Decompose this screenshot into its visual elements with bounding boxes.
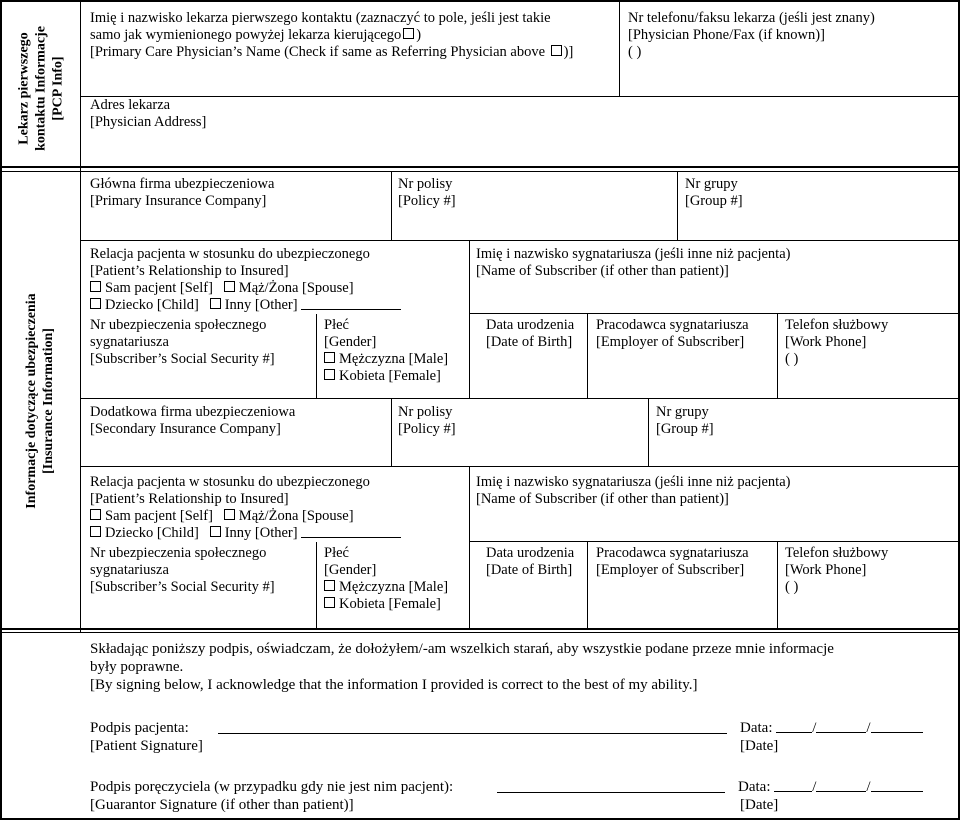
relation1-spouse-checkbox[interactable] xyxy=(224,281,235,292)
subscriber2-name-line2: [Name of Subscriber (if other than patient)] xyxy=(476,491,729,507)
relation2-spouse-checkbox[interactable] xyxy=(224,509,235,520)
gender2-line1: Płeć xyxy=(324,545,349,561)
primary-company-field[interactable] xyxy=(90,176,274,210)
dob2-line2: [Date of Birth] xyxy=(486,562,573,578)
gender2-female xyxy=(324,596,448,613)
pcp-phone-field[interactable] xyxy=(628,10,875,61)
relation1-child-checkbox[interactable] xyxy=(90,298,101,309)
workphone2-line2: [Work Phone] xyxy=(785,562,867,578)
gender1-line1: Płeć xyxy=(324,317,349,333)
workphone1-field[interactable] xyxy=(785,317,888,368)
patient-date-year-input[interactable] xyxy=(871,720,923,733)
employer2-divider xyxy=(587,542,588,630)
secondary-policy-line1: Nr polisy xyxy=(398,404,453,420)
pcp-label-line3: [PCP Info] xyxy=(50,56,66,121)
gender1-male xyxy=(324,351,448,368)
guarantor-signature-label xyxy=(90,778,453,814)
secondary-group-divider xyxy=(648,399,649,467)
primary-group-divider xyxy=(677,172,678,240)
patient-date-row xyxy=(740,719,923,737)
pcp-name-line3 xyxy=(90,44,573,61)
pcp-name-line3-close: )] xyxy=(563,44,574,60)
ssn2-line2: sygnatariusza xyxy=(90,562,169,578)
patient-date-sep1: / xyxy=(812,720,817,736)
label-column-divider xyxy=(80,0,81,632)
gender1-male-checkbox[interactable] xyxy=(324,352,335,363)
dob2-line1: Data urodzenia xyxy=(486,545,575,561)
subscriber1-name-line1: Imię i nazwisko sygnatariusza (jeśli inne niż pacjenta) xyxy=(476,246,791,262)
section-divider-pcp-2 xyxy=(0,171,960,172)
form-border-left xyxy=(0,0,2,820)
section-divider-pcp xyxy=(0,166,960,168)
relation1-line2: [Patient’s Relationship to Insured] xyxy=(90,263,289,279)
relation2-other-checkbox[interactable] xyxy=(210,526,221,537)
workphone2-divider xyxy=(777,542,778,630)
primary-group-line2: [Group #] xyxy=(685,193,743,209)
secondary-policy-field[interactable] xyxy=(398,404,456,438)
gender1-female-checkbox[interactable] xyxy=(324,369,335,380)
relation2-self-label: Sam pacjent [Self] xyxy=(105,508,213,524)
pcp-phone-line3: ( ) xyxy=(628,44,642,60)
pcp-address-field[interactable] xyxy=(90,97,206,131)
ssn2-line1: Nr ubezpieczenia społecznego xyxy=(90,545,267,561)
relation1-divider xyxy=(469,240,470,314)
relation1-line1: Relacja pacjenta w stosunku do ubezpieczonego xyxy=(90,246,370,262)
subscriber1-name-line2: [Name of Subscriber (if other than patient)] xyxy=(476,263,729,279)
dob1-field[interactable] xyxy=(486,317,574,351)
workphone1-line1: Telefon służbowy xyxy=(785,317,889,333)
secondary-group-field[interactable] xyxy=(656,404,714,438)
pcp-label-line1: Lekarz pierwszego xyxy=(16,32,32,145)
relation2-divider xyxy=(469,467,470,541)
patient-date-label: Data: xyxy=(740,720,773,736)
gender2-field xyxy=(324,545,448,613)
gender2-male xyxy=(324,579,448,596)
pcp-name-line1: Imię i nazwisko lekarza pierwszego kontaktu (zaznaczyć to pole, jeśli jest takie xyxy=(90,10,551,26)
relation2-row1 xyxy=(90,508,401,525)
patient-signature-line[interactable] xyxy=(218,721,727,734)
employer1-field[interactable] xyxy=(596,317,749,351)
relation1-child-label: Dziecko [Child] xyxy=(105,297,199,313)
secondary-group-line2: [Group #] xyxy=(656,421,714,437)
insurance-label-line2: [Insurance Information] xyxy=(41,328,56,474)
pcp-name-line2 xyxy=(90,27,573,44)
dob1-line1: Data urodzenia xyxy=(486,317,575,333)
pcp-name-field[interactable] xyxy=(90,10,573,61)
employer1-line2: [Employer of Subscriber] xyxy=(596,334,745,350)
workphone2-field[interactable] xyxy=(785,545,888,596)
signature-statement xyxy=(90,640,834,694)
workphone1-line3: ( ) xyxy=(785,351,799,367)
primary-company-line1: Główna firma ubezpieczeniowa xyxy=(90,176,275,192)
gender1-male-label: Mężczyzna [Male] xyxy=(339,351,449,367)
primary-group-field[interactable] xyxy=(685,176,743,210)
form-border-bottom xyxy=(0,818,960,820)
gender2-female-label: Kobieta [Female] xyxy=(339,596,441,612)
secondary-company-line2: [Secondary Insurance Company] xyxy=(90,421,281,437)
relation2-child-label: Dziecko [Child] xyxy=(105,525,199,541)
primary-policy-field[interactable] xyxy=(398,176,456,210)
insurance-label-line1: Informacje dotyczące ubezpieczenia xyxy=(24,293,39,509)
patient-signature-label xyxy=(90,719,203,755)
workphone1-line2: [Work Phone] xyxy=(785,334,867,350)
ssn2-field[interactable] xyxy=(90,545,275,596)
guarantor-signature-label-pl: Podpis poręczyciela (w przypadku gdy nie jest nim pacjent): xyxy=(90,779,454,795)
guarantor-signature-line[interactable] xyxy=(497,780,725,793)
ssn1-line1: Nr ubezpieczenia społecznego xyxy=(90,317,267,333)
relation2-row2 xyxy=(90,525,401,542)
relation2-other-label: Inny [Other] xyxy=(224,525,298,541)
secondary-row-bottom xyxy=(80,466,960,467)
patient-signature-label-pl: Podpis pacjenta: xyxy=(90,720,189,736)
relation1-row1 xyxy=(90,280,401,297)
gender1-line2: [Gender] xyxy=(324,334,377,350)
primary-policy-line2: [Policy #] xyxy=(398,193,456,209)
guarantor-date-field xyxy=(738,778,923,814)
relation1-bottom xyxy=(469,313,960,314)
guarantor-date-label: Data: xyxy=(738,779,771,795)
employer2-line1: Pracodawca sygnatariusza xyxy=(596,545,749,561)
ssn1-field[interactable] xyxy=(90,317,275,368)
form-border-top xyxy=(0,0,960,2)
guarantor-date-day-input[interactable] xyxy=(816,779,866,792)
relation2-line1: Relacja pacjenta w stosunku do ubezpieczonego xyxy=(90,474,370,490)
workphone2-line1: Telefon służbowy xyxy=(785,545,889,561)
pcp-address-line2: [Physician Address] xyxy=(90,114,207,130)
same-as-referring-checkbox[interactable] xyxy=(403,28,414,39)
primary-group-line1: Nr grupy xyxy=(685,176,738,192)
relation2-bottom xyxy=(469,541,960,542)
statement-pl-line2: były poprawne. xyxy=(90,659,184,675)
dob1-divider xyxy=(469,314,470,399)
primary-company-line2: [Primary Insurance Company] xyxy=(90,193,267,209)
statement-en: [By signing below, I acknowledge that the information I provided is correct to the best of my ability.] xyxy=(90,677,698,693)
guarantor-date-sep1: / xyxy=(812,779,817,795)
gender2-female-checkbox[interactable] xyxy=(324,597,335,608)
section-divider-insurance xyxy=(0,628,960,630)
guarantor-date-year-input[interactable] xyxy=(871,779,923,792)
relation2-self-checkbox[interactable] xyxy=(90,509,101,520)
relation1-block xyxy=(90,246,401,314)
guarantor-date-month-input[interactable] xyxy=(774,779,812,792)
subscriber1-row-bottom xyxy=(80,398,960,399)
secondary-group-line1: Nr grupy xyxy=(656,404,709,420)
relation2-spouse-label: Mąż/Żona [Spouse] xyxy=(238,508,354,524)
insurance-section-label xyxy=(23,181,57,621)
relation1-row2 xyxy=(90,297,401,314)
employer2-line2: [Employer of Subscriber] xyxy=(596,562,745,578)
patient-date-month-input[interactable] xyxy=(776,720,812,733)
pcp-name-line2-text: samo jak wymienionego powyżej lekarza kierującego xyxy=(90,27,402,43)
patient-signature-label-en: [Patient Signature] xyxy=(90,738,203,754)
relation1-spouse-label: Mąż/Żona [Spouse] xyxy=(238,280,354,296)
gender1-field xyxy=(324,317,448,385)
employer2-field[interactable] xyxy=(596,545,749,579)
secondary-company-line1: Dodatkowa firma ubezpieczeniowa xyxy=(90,404,296,420)
pcp-address-line1: Adres lekarza xyxy=(90,97,171,113)
gender2-divider xyxy=(316,542,317,630)
primary-policy-line1: Nr polisy xyxy=(398,176,453,192)
pcp-name-line3-text: [Primary Care Physician’s Name (Check if same as Referring Physician above xyxy=(90,44,549,60)
pcp-phone-line1: Nr telefonu/faksu lekarza (jeśli jest znany) xyxy=(628,10,875,26)
guarantor-signature-label-en: [Guarantor Signature (if other than patient)] xyxy=(90,797,354,813)
subscriber1-name-field[interactable] xyxy=(476,246,790,280)
workphone2-line3: ( ) xyxy=(785,579,799,595)
ssn2-line3: [Subscriber’s Social Security #] xyxy=(90,579,275,595)
section-divider-insurance-2 xyxy=(0,632,960,633)
guarantor-date-row xyxy=(738,778,923,796)
guarantor-date-label-en: [Date] xyxy=(740,797,779,813)
patient-date-field xyxy=(740,719,923,755)
subscriber2-name-line1: Imię i nazwisko sygnatariusza (jeśli inne niż pacjenta) xyxy=(476,474,791,490)
ssn1-line2: sygnatariusza xyxy=(90,334,169,350)
relation2-line2: [Patient’s Relationship to Insured] xyxy=(90,491,289,507)
secondary-policy-line2: [Policy #] xyxy=(398,421,456,437)
pcp-phone-divider xyxy=(619,0,620,97)
relation2-other-input[interactable] xyxy=(301,525,401,538)
dob2-divider xyxy=(469,542,470,630)
subscriber2-name-field[interactable] xyxy=(476,474,790,508)
patient-date-sep2: / xyxy=(866,720,871,736)
same-as-referring-checkbox-en[interactable] xyxy=(551,45,562,56)
pcp-name-line2-close: ) xyxy=(416,27,422,43)
workphone1-divider xyxy=(777,314,778,399)
secondary-policy-divider xyxy=(391,399,392,467)
gender1-female-label: Kobieta [Female] xyxy=(339,368,441,384)
gender2-male-checkbox[interactable] xyxy=(324,580,335,591)
secondary-company-field[interactable] xyxy=(90,404,295,438)
relation1-other-checkbox[interactable] xyxy=(210,298,221,309)
statement-pl-line1: Składając poniższy podpis, oświadczam, że dołożyłem/-am wszelkich starań, aby wszystkie podane przeze mnie informacje xyxy=(90,641,834,657)
relation1-self-checkbox[interactable] xyxy=(90,281,101,292)
employer1-line1: Pracodawca sygnatariusza xyxy=(596,317,749,333)
employer1-divider xyxy=(587,314,588,399)
pcp-label-line2: kontaktu Informacje xyxy=(33,26,49,151)
pcp-section-label xyxy=(16,4,67,174)
primary-policy-divider xyxy=(391,172,392,240)
gender2-line2: [Gender] xyxy=(324,562,377,578)
ssn1-line3: [Subscriber’s Social Security #] xyxy=(90,351,275,367)
patient-date-label-en: [Date] xyxy=(740,738,779,754)
guarantor-date-sep2: / xyxy=(866,779,871,795)
dob2-field[interactable] xyxy=(486,545,574,579)
relation1-other-label: Inny [Other] xyxy=(224,297,298,313)
gender1-female xyxy=(324,368,448,385)
relation1-self-label: Sam pacjent [Self] xyxy=(105,280,213,296)
dob1-line2: [Date of Birth] xyxy=(486,334,573,350)
primary-row-bottom xyxy=(80,240,960,241)
relation2-block xyxy=(90,474,401,542)
relation1-other-input[interactable] xyxy=(301,297,401,310)
pcp-row-divider xyxy=(80,96,960,97)
gender2-male-label: Mężczyzna [Male] xyxy=(339,579,449,595)
patient-date-day-input[interactable] xyxy=(816,720,866,733)
pcp-phone-line2: [Physician Phone/Fax (if known)] xyxy=(628,27,825,43)
gender1-divider xyxy=(316,314,317,399)
relation2-child-checkbox[interactable] xyxy=(90,526,101,537)
